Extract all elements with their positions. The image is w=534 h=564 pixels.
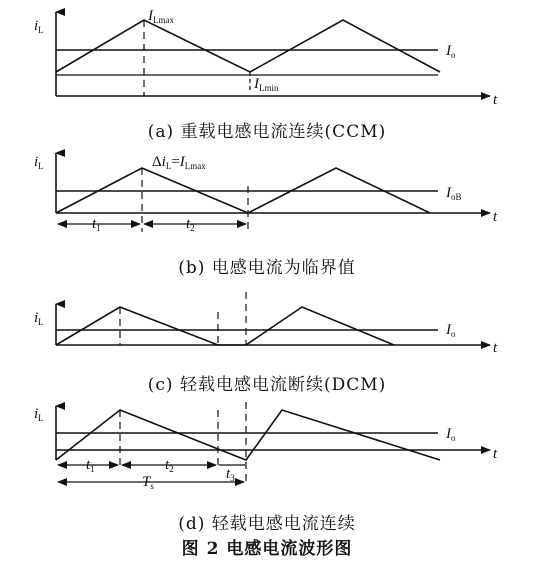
panel-d <box>56 402 490 486</box>
t1-label-b: $t_1$ <box>92 216 101 233</box>
caption-panel-a: (a) 重载电感电流连续(CCM) <box>147 122 387 142</box>
inductor-current-waveform <box>56 307 394 345</box>
avg-label-b: $I_{oB}$ <box>446 185 462 202</box>
avg-label-a: $I_o$ <box>446 43 456 60</box>
y-axis-label-b: $i_L$ <box>34 154 44 171</box>
y-axis-label-d: $i_L$ <box>34 406 44 423</box>
panel-b-labels <box>34 154 498 233</box>
figure-caption: 图 2 电感电流波形图 <box>181 539 353 559</box>
panel-a-labels <box>34 8 498 108</box>
y-axis-label-c: $i_L$ <box>34 310 44 327</box>
inductor-current-waveform <box>56 20 440 72</box>
caption-panel-d: (d) 轻载电感电流连续 <box>178 514 356 534</box>
y-axis-label-a: $i_L$ <box>34 18 44 35</box>
avg-label-d: $I_o$ <box>446 426 456 443</box>
panel-b <box>56 153 490 232</box>
x-axis-label-b: t <box>493 209 498 225</box>
t2-label-b: $t_2$ <box>186 216 195 233</box>
caption-panel-b: (b) 电感电流为临界值 <box>178 258 356 278</box>
caption-panel-c: (c) 轻载电感电流断续(DCM) <box>147 375 387 395</box>
x-axis-label-a: t <box>493 92 498 108</box>
t2-label-d: $t_2$ <box>165 457 174 474</box>
valley-label-a: $I_{Lmin}$ <box>254 76 279 93</box>
ts-label-d: $T_s$ <box>142 474 154 491</box>
panel-c <box>56 292 490 345</box>
peak-label-b: $\Delta i_L=I_{Lmax}$ <box>152 154 206 171</box>
peak-label-a: $I_{Lmax}$ <box>148 8 174 25</box>
panel-d-labels <box>34 406 498 491</box>
x-axis-label-c: t <box>493 340 498 356</box>
x-axis-label-d: t <box>493 446 498 462</box>
t1-label-d: $t_1$ <box>86 457 95 474</box>
avg-label-c: $I_o$ <box>446 322 456 339</box>
t3-label-d: $t_3$ <box>226 466 235 483</box>
inductor-current-waveform <box>56 410 440 460</box>
